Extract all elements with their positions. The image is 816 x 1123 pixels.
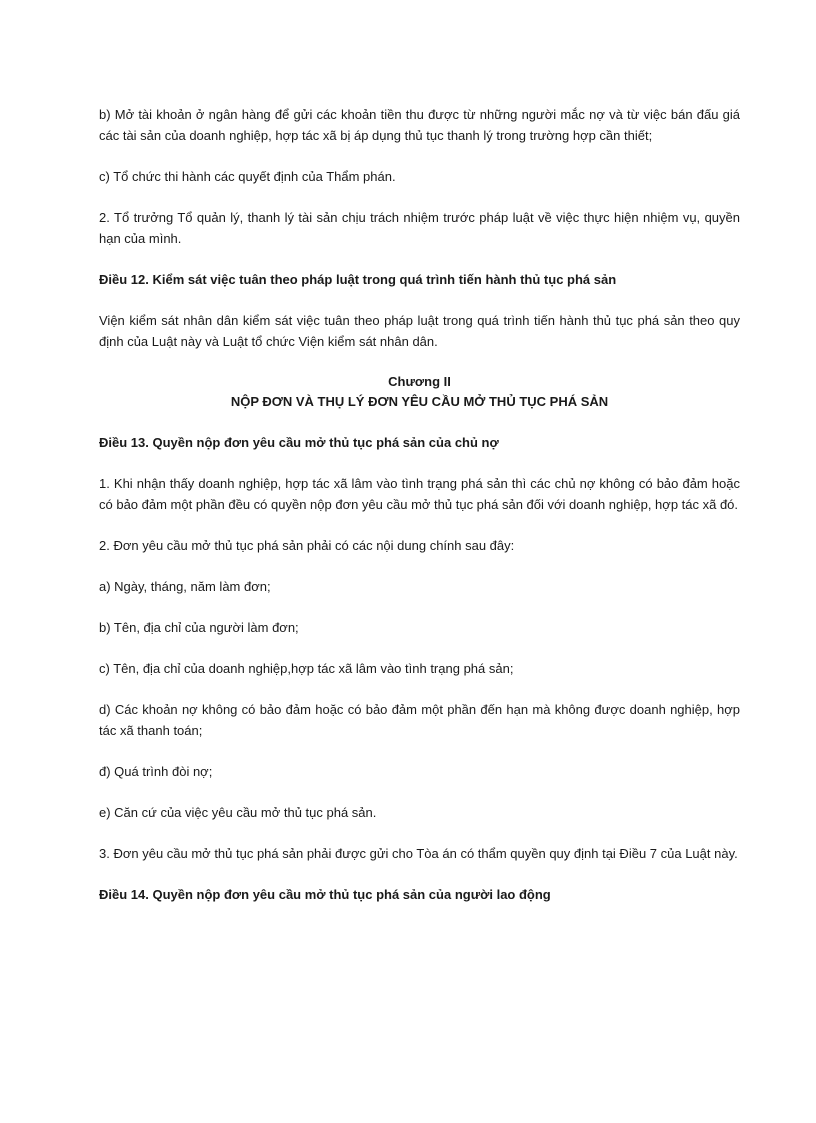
document-body — [99, 104, 740, 925]
article-13-clause-2: 2. Đơn yêu cầu mở thủ tục phá sản phải có các nội dung chính sau đây: — [99, 538, 515, 553]
chapter-heading — [99, 372, 740, 412]
article-13-clause-1: 1. Khi nhận thấy doanh nghiệp, hợp tác xã lâm vào tình trạng phá sản thì các chủ nợ không có bảo đảm hoặc có bảo đảm một phần đều có quyền nộp đơn yêu cầu mở thủ tục phá sản đối với doanh nghiệp, hợp tác xã đó. — [99, 476, 740, 512]
article-13-title: Điều 13. Quyền nộp đơn yêu cầu mở thủ tục phá sản của chủ nợ — [99, 435, 499, 450]
paragraph-clause-2: 2. Tổ trưởng Tổ quản lý, thanh lý tài sản chịu trách nhiệm trước pháp luật về việc thực hiện nhiệm vụ, quyền hạn của mình. — [99, 210, 740, 246]
paragraph-item-b: b) Mở tài khoản ở ngân hàng để gửi các khoản tiền thu được từ những người mắc nợ và từ việc bán đấu giá các tài sản của doanh nghiệp, hợp tác xã bị áp dụng thủ tục thanh lý trong trường hợp cần thiết; — [99, 107, 740, 143]
article-13-clause-3: 3. Đơn yêu cầu mở thủ tục phá sản phải được gửi cho Tòa án có thẩm quyền quy định tại Điều 7 của Luật này. — [99, 846, 738, 861]
article-14-title: Điều 14. Quyền nộp đơn yêu cầu mở thủ tục phá sản của người lao động — [99, 887, 551, 902]
article-12-title: Điều 12. Kiểm sát việc tuân theo pháp luật trong quá trình tiến hành thủ tục phá sản — [99, 272, 617, 287]
article-13-item-d: d) Các khoản nợ không có bảo đảm hoặc có bảo đảm một phần đến hạn mà không được doanh nghiệp, hợp tác xã thanh toán; — [99, 702, 740, 738]
chapter-number: Chương II — [388, 374, 451, 389]
paragraph-item-c: c) Tổ chức thi hành các quyết định của Thẩm phán. — [99, 169, 396, 184]
chapter-title: NỘP ĐƠN VÀ THỤ LÝ ĐƠN YÊU CẦU MỞ THỦ TỤC PHÁ SẢN — [230, 394, 609, 409]
article-13-item-a: a) Ngày, tháng, năm làm đơn; — [99, 579, 271, 594]
article-13-item-b: b) Tên, địa chỉ của người làm đơn; — [99, 620, 299, 635]
article-12-body: Viện kiểm sát nhân dân kiểm sát việc tuân theo pháp luật trong quá trình tiến hành thủ tục phá sản theo quy định của Luật này và Luật tổ chức Viện kiểm sát nhân dân. — [99, 313, 740, 349]
article-13-item-dd: đ) Quá trình đòi nợ; — [99, 764, 213, 779]
article-13-item-c: c) Tên, địa chỉ của doanh nghiệp,hợp tác xã lâm vào tình trạng phá sản; — [99, 661, 514, 676]
article-13-item-e: e) Căn cứ của việc yêu cầu mở thủ tục phá sản. — [99, 805, 377, 820]
